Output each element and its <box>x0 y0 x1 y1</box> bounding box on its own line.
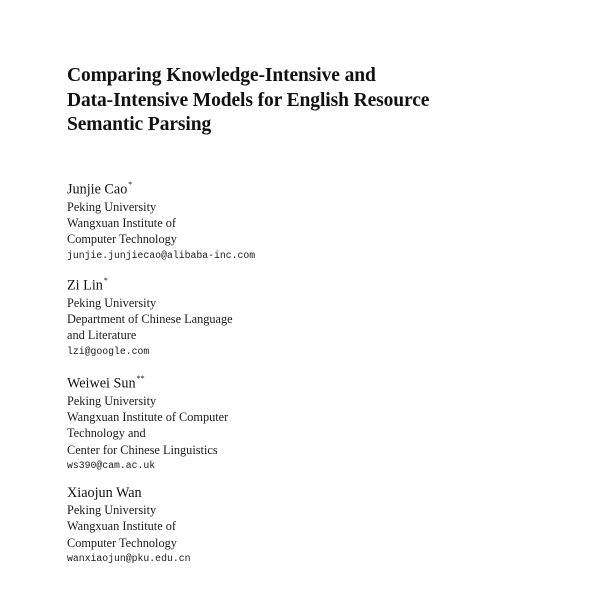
author-block <box>67 485 467 567</box>
author-footnote-mark: ** <box>136 374 145 383</box>
author-affiliation-line: Center for Chinese Linguistics <box>67 442 218 457</box>
author-affiliation-line: Peking University <box>67 199 157 214</box>
author-block <box>67 273 467 360</box>
author-name <box>67 485 467 502</box>
author-footnote-mark: * <box>128 180 133 189</box>
title-line: Comparing Knowledge-Intensive and <box>67 65 376 86</box>
title-line: Semantic Parsing <box>67 114 212 135</box>
author-affiliation-line: Technology and <box>67 426 146 441</box>
author-name <box>67 177 467 199</box>
paper-title <box>67 64 537 138</box>
author-name-text: Weiwei Sun <box>67 375 136 392</box>
author-affiliation-line: Wangxuan Institute of Computer <box>67 410 229 425</box>
author-affiliation-line: Peking University <box>67 295 157 310</box>
author-affiliation-line: Peking University <box>67 393 157 408</box>
author-email: wanxiaojun@pku.edu.cn <box>67 552 191 564</box>
title-line: Data-Intensive Models for English Resource <box>67 89 430 111</box>
author-block <box>67 177 467 264</box>
author-name <box>67 273 467 295</box>
author-email: junjie.junjiecao@alibaba-inc.com <box>67 249 256 261</box>
author-affiliation-line: Peking University <box>67 503 157 517</box>
author-name-text: Zi Lin <box>67 277 103 294</box>
author-affiliation-line: Computer Technology <box>67 232 177 247</box>
author-affiliation-line: Computer Technology <box>67 535 177 550</box>
author-name-text: Junjie Cao <box>67 181 128 198</box>
author-email: lzi@google.com <box>67 345 150 357</box>
author-affiliation-line: Wangxuan Institute of <box>67 216 176 231</box>
author-affiliation-line: Wangxuan Institute of <box>67 519 176 534</box>
author-block <box>67 371 467 474</box>
author-affiliation-line: Department of Chinese Language <box>67 312 233 327</box>
author-footnote-mark: * <box>103 276 108 285</box>
author-name <box>67 371 467 393</box>
author-name-text: Xiaojun Wan <box>67 485 142 501</box>
author-affiliation-line: and Literature <box>67 328 137 343</box>
author-email: ws390@cam.ac.uk <box>67 459 156 471</box>
